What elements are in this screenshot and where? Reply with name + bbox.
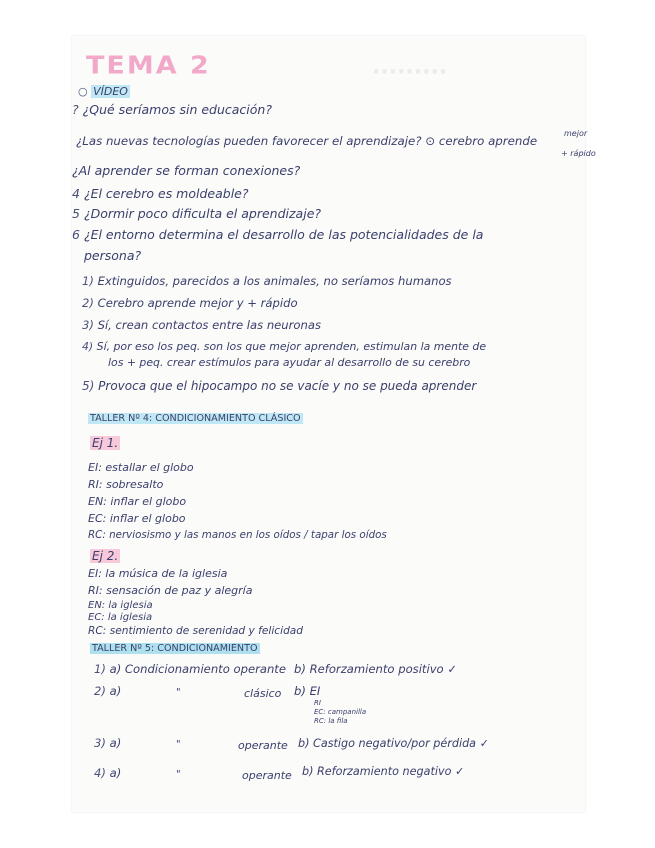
item-part-b: b) Castigo negativo/por pérdida (298, 737, 477, 750)
question-4 (72, 188, 249, 201)
question-marker: 5 (72, 206, 80, 221)
ej2-line: RI: sensación de paz y alegría (88, 584, 253, 597)
question-2 (76, 136, 537, 148)
side-note-bottom: + rápido (561, 149, 596, 158)
item-part-b: b) Reforzamiento positivo (294, 662, 444, 676)
sub-item: RI (314, 699, 321, 707)
ej1-line: EN: inflar el globo (88, 495, 187, 508)
ej2-line: EN: la iglesia (88, 600, 153, 611)
answer-number: 2) (82, 296, 94, 310)
question-5 (72, 208, 321, 221)
item-type: clásico (244, 687, 282, 700)
taller5-item-3-b (298, 738, 489, 749)
ej2-label-text: Ej 2. (92, 549, 119, 563)
notebook-page (72, 36, 596, 812)
taller5-item-2 (94, 686, 121, 698)
question-text: ¿El entorno determina el desarrollo de las potencialidades de la (83, 227, 484, 242)
checkmark-icon: ✓ (447, 662, 458, 676)
item-part-a: a) Condicionamiento operante (109, 662, 286, 676)
answer-number: 1) (82, 274, 94, 288)
ej1-line: RC: nerviosismo y las manos en los oídos / tapar los oídos (88, 529, 387, 541)
answer-text: Extinguidos, parecidos a los animales, no seríamos humanos (97, 274, 452, 288)
ej1-line: EC: inflar el globo (88, 512, 186, 525)
ej2-label (90, 550, 120, 562)
item-type: operante (242, 769, 292, 782)
question-text: ¿El cerebro es moldeable? (83, 186, 249, 201)
question-3 (72, 165, 300, 178)
item-part-b: b) Reforzamiento negativo (302, 765, 452, 778)
answer-3 (82, 320, 321, 332)
question-text: ¿Las nuevas tecnologías pueden favorecer el aprendizaje? ⊙ cerebro aprende (76, 134, 538, 148)
side-note-top: mejor (564, 129, 588, 138)
checkmark-icon: ✓ (455, 765, 465, 778)
ej1-label (90, 437, 120, 449)
taller5-item-1-b (294, 664, 457, 676)
item-part-a: a) (109, 736, 122, 750)
taller5-item-3 (94, 738, 121, 750)
ej1-line: RI: sobresalto (88, 478, 164, 491)
ditto-mark: " (176, 687, 181, 698)
taller-5-heading (90, 644, 260, 654)
ditto-mark: " (176, 739, 181, 750)
answer-text: los + peq. crear estímulos para ayudar al desarrollo de su cerebro (108, 356, 471, 369)
taller5-item-1 (94, 664, 286, 676)
answer-number: 3) (82, 318, 94, 332)
ditto-mark: " (176, 769, 181, 780)
item-part-a: a) (109, 766, 122, 780)
item-type: operante (238, 739, 288, 752)
answer-text: Provoca que el hipocampo no se vacíe y no se pueda aprender (98, 379, 477, 393)
answer-number: 5) (82, 379, 95, 393)
question-6-continued (84, 250, 141, 263)
answer-text: Cerebro aprende mejor y + rápido (97, 296, 298, 310)
item-number: 2) (94, 684, 106, 698)
question-text: ¿Al aprender se forman conexiones? (72, 163, 301, 178)
ej1-line: EI: estallar el globo (88, 461, 194, 474)
checkmark-icon: ✓ (479, 737, 489, 750)
taller5-item-2-b: b) EI (294, 684, 321, 698)
answer-number: 4) (82, 340, 94, 353)
taller-5-heading-text: TALLER Nº 5: CONDICIONAMIENTO (92, 643, 258, 654)
video-label (78, 86, 130, 97)
question-marker: 4 (72, 186, 80, 201)
bleed-through-text: ········· (372, 60, 448, 85)
taller-4-heading (88, 414, 303, 424)
answer-1 (82, 276, 452, 288)
ej2-line: EI: la música de la iglesia (88, 567, 228, 580)
item-number: 1) (94, 662, 106, 676)
taller-4-heading-text: TALLER Nº 4: CONDICIONAMIENTO CLÁSICO (90, 413, 301, 424)
video-label-text: VÍDEO (93, 85, 128, 98)
item-number: 4) (94, 766, 106, 780)
ej2-line: EC: la iglesia (88, 612, 153, 623)
question-marker: 6 (72, 227, 80, 242)
bullet-marker: ○ (78, 85, 92, 98)
taller5-item-4 (94, 768, 121, 780)
sub-item: EC: campanilla (314, 708, 367, 716)
question-text: ¿Qué seríamos sin educación? (82, 102, 272, 117)
sub-item: RC: la fila (314, 717, 348, 725)
item-number: 3) (94, 736, 106, 750)
answer-2 (82, 298, 298, 310)
answer-4 (82, 342, 486, 353)
item-part-a: a) (109, 684, 122, 698)
page-title: TEMA 2 (86, 51, 211, 80)
question-marker: ? (72, 102, 79, 117)
taller5-item-4-b (302, 766, 464, 777)
answer-5 (82, 380, 476, 392)
answer-text: Sí, por eso los peq. son los que mejor aprenden, estimulan la mente de (96, 340, 487, 353)
ej2-line: RC: sentimiento de serenidad y felicidad (88, 625, 304, 637)
answer-text: Sí, crean contactos entre las neuronas (97, 318, 322, 332)
answer-4-continued (108, 358, 470, 369)
ej1-label-text: Ej 1. (92, 436, 119, 450)
question-1 (72, 104, 272, 117)
question-text: persona? (84, 248, 142, 263)
question-text: ¿Dormir poco dificulta el aprendizaje? (83, 206, 322, 221)
question-6 (72, 229, 483, 242)
